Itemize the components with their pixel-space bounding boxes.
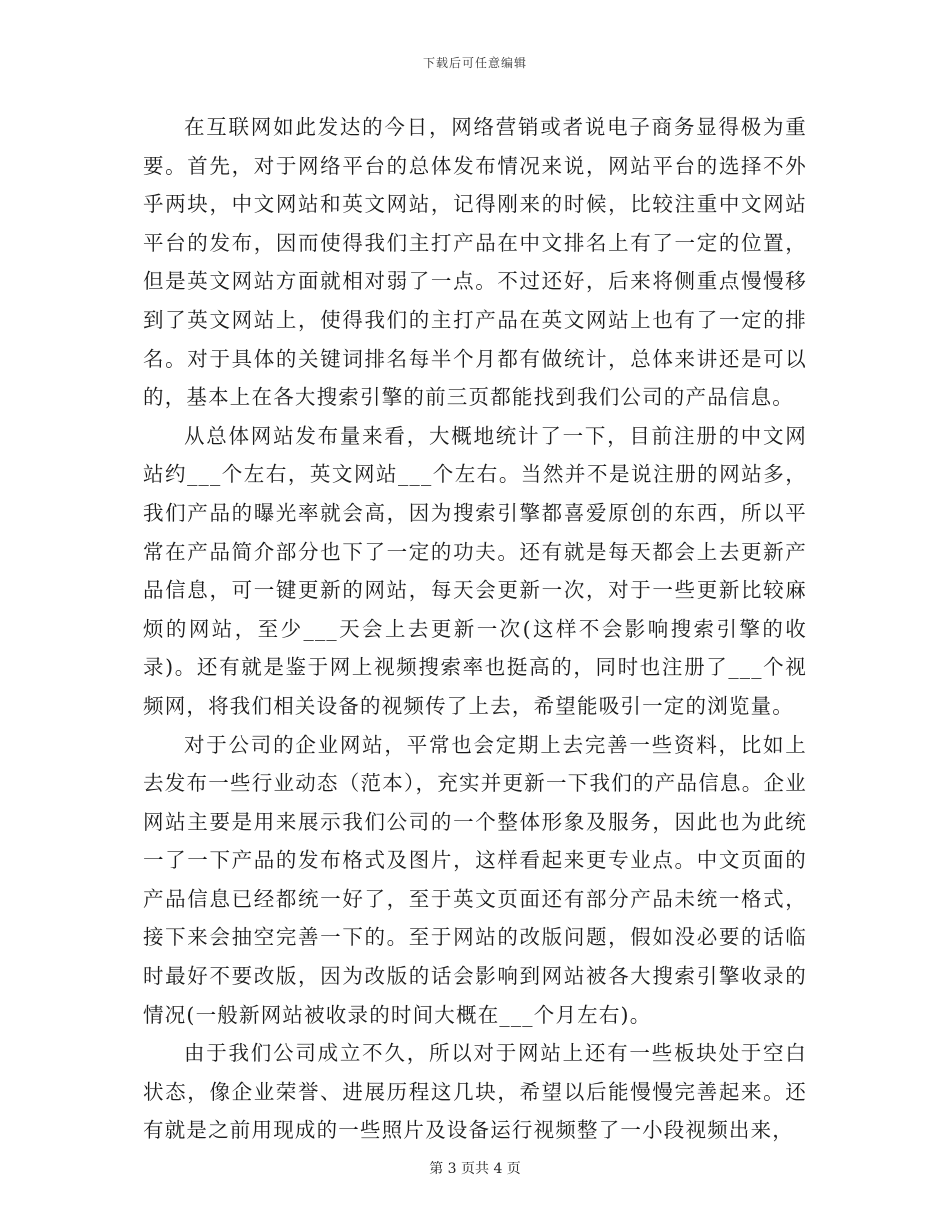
paragraph-3: 对于公司的企业网站，平常也会定期上去完善一些资料，比如上去发布一些行业动态（范本），充实并更新一下我们的产品信息。企业网站主要是用来展示我们公司的一个整体形象及服务，因此也为此统一了一下产品的发布格式及图片，这样看起来更专业点。中文页面的产品信息已经都统一好了，至于英文页面还有部分产品未统一格式，接下来会抽空完善一下的。至于网站的改版问题，假如没必要的话临时最好不要改版，因为改版的话会影响到网站被各大搜索引擎收录的情况(一般新网站被收录的时间大概在___个月左右)。	[143, 732, 807, 1027]
paragraph-4: 由于我们公司成立不久，所以对于网站上还有一些板块处于空白状态，像企业荣誉、进展历程这几块，希望以后能慢慢完善起来。还有就是之前用现成的一些照片及设备运行视频整了一小段视频出来，	[143, 1041, 807, 1143]
paragraph-1: 在互联网如此发达的今日，网络营销或者说电子商务显得极为重要。首先，对于网络平台的总体发布情况来说，网站平台的选择不外乎两块，中文网站和英文网站，记得刚来的时候，比较注重中文网站平台的发布，因而使得我们主打产品在中文排名上有了一定的位置，但是英文网站方面就相对弱了一点。不过还好，后来将侧重点慢慢移到了英文网站上，使得我们的主打产品在英文网站上也有了一定的排名。对于具体的关键词排名每半个月都有做统计，总体来讲还是可以的，基本上在各大搜索引擎的前三页都能找到我们公司的产品信息。	[143, 115, 807, 410]
page-header: 下载后可任意编辑	[422, 56, 527, 70]
paragraph-2: 从总体网站发布量来看，大概地统计了一下，目前注册的中文网站约___个左右，英文网站___个左右。当然并不是说注册的网站多，我们产品的曝光率就会高，因为搜索引擎都喜爱原创的东西，所以平常在产品简介部分也下了一定的功夫。还有就是每天都会上去更新产品信息，可一键更新的网站，每天会更新一次，对于一些更新比较麻烦的网站，至少___天会上去更新一次(这样不会影响搜索引擎的收录)。还有就是鉴于网上视频搜索率也挺高的，同时也注册了___个视频网，将我们相关设备的视频传了上去，希望能吸引一定的浏览量。	[143, 423, 807, 718]
document-body	[143, 108, 807, 1150]
page-number-footer: 第 3 页共 4 页	[429, 1161, 521, 1177]
